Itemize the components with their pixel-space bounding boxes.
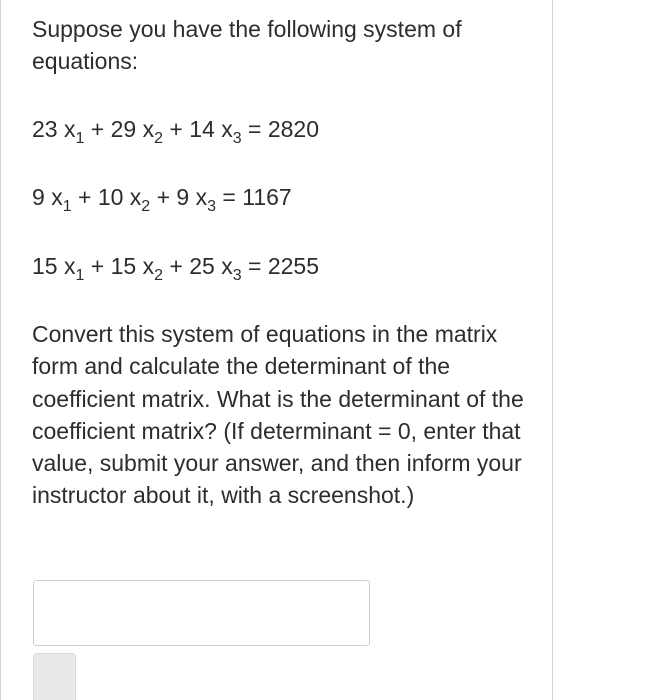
equation-1-coef-1: 23 [32,116,58,142]
equation-2-coef-3: 9 [176,184,190,210]
equation-2-coef-1: 9 [32,184,45,210]
equation-3-rhs: 2255 [267,253,319,279]
answer-input[interactable] [33,580,370,646]
equation-3: 15 $x_1 + 15$ $x_2 + 25$ $x_3 = 2255$ [32,253,319,284]
equation-2: 9 $x_1 + 10$ $x_2 + 9$ $x_3 = 1167$ [32,184,292,215]
equation-1-rhs: 2820 [267,116,319,142]
equation-2-rhs: 1167 [242,184,292,210]
equation-1-coef-2: 29 [110,116,137,142]
question-prompt: Convert this system of equations in the matrix form and calculate the determinant of the coefficient matrix. What is the determinant of the coefficient matrix? (If determinant = 0, enter that value, submit your answer, and then inform your instructor about it, with a screenshot.) [32,321,524,509]
equation-3-coef-3: 25 [189,253,215,279]
equation-3-coef-2: 15 [110,253,137,279]
equation-2-coef-2: 10 [97,184,124,210]
submit-button[interactable] [33,653,76,700]
question-intro: Suppose you have the following system of equations: [32,16,462,74]
equation-1: 23 $x_1 + 29$ $x_2 + 14$ $x_3 = 2820$ [32,116,319,147]
equation-1-coef-3: 14 [189,116,215,142]
equation-3-coef-1: 15 [32,253,58,279]
